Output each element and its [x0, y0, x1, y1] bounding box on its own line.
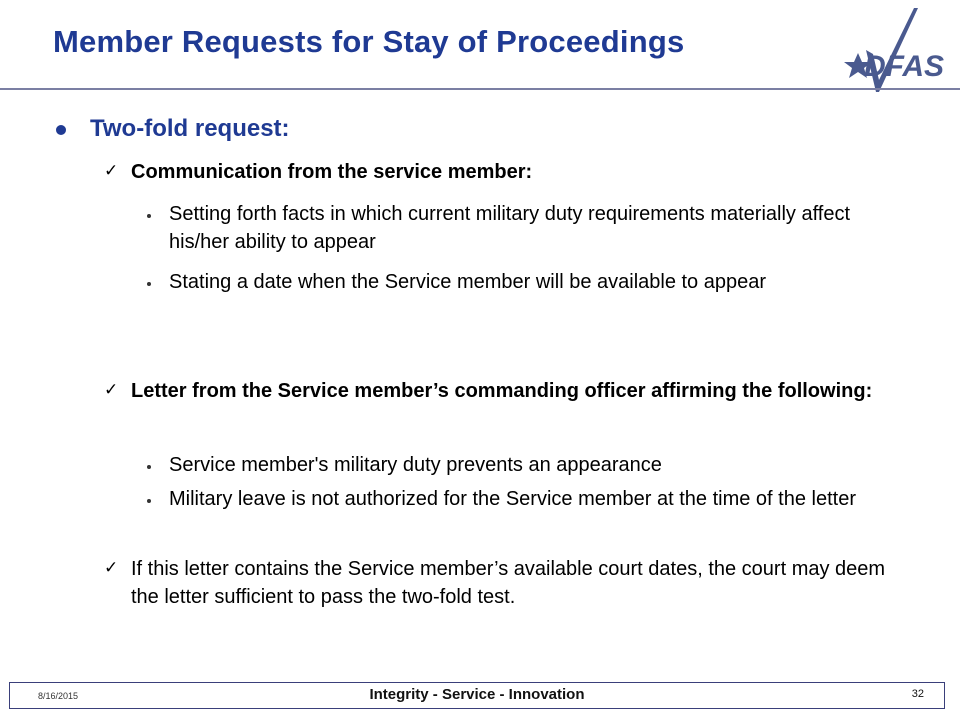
sub-bullet [147, 499, 151, 503]
list-item: Setting forth facts in which current military duty requirements materially affect his/her ability to appear [169, 203, 851, 253]
level1-bullet [56, 125, 66, 135]
sub-bullet [147, 465, 151, 469]
checkmark-icon: ✓ [104, 380, 119, 399]
section-heading: If this letter contains the Service member’s available court dates, the court may deem the letter sufficient to pass the two-fold test. [131, 558, 886, 608]
svg-text:DFAS: DFAS [864, 50, 945, 83]
list-item: Military leave is not authorized for the Service member at the time of the letter [169, 488, 856, 510]
section-heading: Letter from the Service member’s commanding officer affirming the following: [131, 380, 873, 402]
sub-bullet [147, 282, 151, 286]
footer-date: 8/16/2015 [38, 691, 79, 701]
footer-motto: Integrity - Service - Innovation [369, 686, 585, 703]
slide-footer [9, 682, 945, 709]
list-item: Service member's military duty prevents an appearance [169, 454, 662, 476]
title-divider [0, 88, 960, 90]
section-heading: Communication from the service member: [131, 161, 533, 183]
dfas-logo [846, 6, 945, 98]
page-number: 32 [911, 688, 924, 700]
level1-heading: Two-fold request: [90, 115, 290, 142]
list-item: Stating a date when the Service member will be available to appear [169, 271, 767, 293]
checkmark-icon: ✓ [104, 558, 119, 577]
slide-title: Member Requests for Stay of Proceedings [53, 24, 685, 59]
checkmark-icon: ✓ [104, 161, 119, 180]
sub-bullet [147, 214, 151, 218]
